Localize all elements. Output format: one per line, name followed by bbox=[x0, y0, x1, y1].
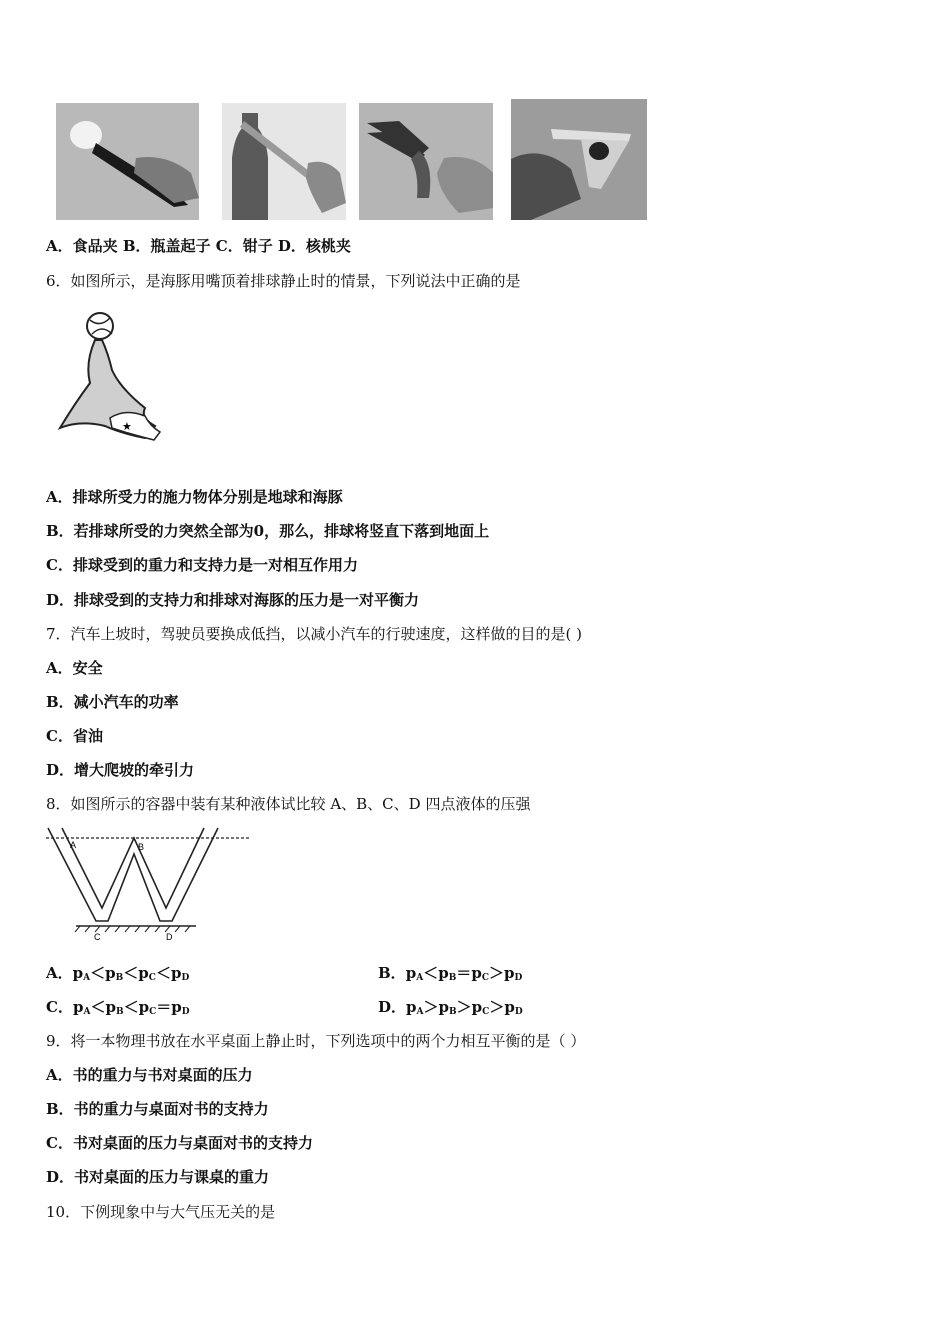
food-tongs-drawing bbox=[56, 103, 199, 220]
figure-label-d: D bbox=[166, 932, 173, 942]
q8-option-c: C．$p_A<p_B<p_C=p_D$ bbox=[46, 998, 190, 1017]
q8-option-d: D．$p_A>p_B>p_C>p_D$ bbox=[378, 998, 523, 1017]
q9-stem: 9．将一本物理书放在水平桌面上静止时，下列选项中的两个力相互平衡的是（ ） bbox=[46, 1032, 586, 1050]
q7-option-a: A．安全 bbox=[46, 659, 103, 677]
q7-option-b: B．减小汽车的功率 bbox=[46, 693, 179, 711]
bottle-opener-drawing bbox=[222, 103, 346, 220]
w-container-figure bbox=[46, 826, 251, 944]
nutcracker-photo bbox=[511, 99, 647, 220]
q6-option-b: B．若排球所受的力突然全部为0，那么，排球将竖直下落到地面上 bbox=[46, 522, 490, 540]
pliers-photo bbox=[359, 103, 493, 220]
q6-option-c: C．排球受到的重力和支持力是一对相互作用力 bbox=[46, 556, 358, 574]
q7-stem: 7．汽车上坡时，驾驶员要换成低挡，以减小汽车的行驶速度，这样做的目的是( ) bbox=[46, 625, 583, 643]
dolphin-ball-figure bbox=[50, 308, 170, 450]
bottle-opener-photo bbox=[222, 103, 346, 220]
q8-stem: 8．如图所示的容器中装有某种液体试比较 A、B、C、D 四点液体的压强 bbox=[46, 795, 531, 813]
q7-option-c: C．省油 bbox=[46, 727, 103, 745]
q7-option-d: D．增大爬坡的牵引力 bbox=[46, 761, 195, 779]
q9-option-b: B．书的重力与桌面对书的支持力 bbox=[46, 1100, 269, 1118]
food-tongs-photo bbox=[56, 103, 199, 220]
pliers-drawing bbox=[359, 103, 493, 220]
q5-options-line: A．食品夹 B．瓶盖起子 C．钳子 D．核桃夹 bbox=[46, 237, 351, 255]
svg-text:★: ★ bbox=[122, 420, 132, 433]
nutcracker-drawing bbox=[511, 99, 647, 220]
figure-label-c: C bbox=[94, 932, 101, 942]
q6-option-d: D．排球受到的支持力和排球对海豚的压力是一对平衡力 bbox=[46, 591, 420, 609]
q6-stem: 6．如图所示，是海豚用嘴顶着排球静止时的情景，下列说法中正确的是 bbox=[46, 272, 521, 290]
q9-option-a: A．书的重力与书对桌面的压力 bbox=[46, 1066, 253, 1084]
q6-option-a: A．排球所受力的施力物体分别是地球和海豚 bbox=[46, 488, 343, 506]
figure-label-a: A bbox=[70, 840, 77, 850]
q8-option-b: B．$p_A<p_B=p_C>p_D$ bbox=[378, 964, 523, 983]
q9-option-d: D．书对桌面的压力与课桌的重力 bbox=[46, 1168, 270, 1186]
q8-option-a: A．$p_A<p_B<p_C<p_D$ bbox=[46, 964, 190, 983]
figure-label-b: B bbox=[138, 842, 145, 852]
q10-stem: 10．下例现象中与大气压无关的是 bbox=[46, 1203, 276, 1221]
q9-option-c: C．书对桌面的压力与桌面对书的支持力 bbox=[46, 1134, 313, 1152]
